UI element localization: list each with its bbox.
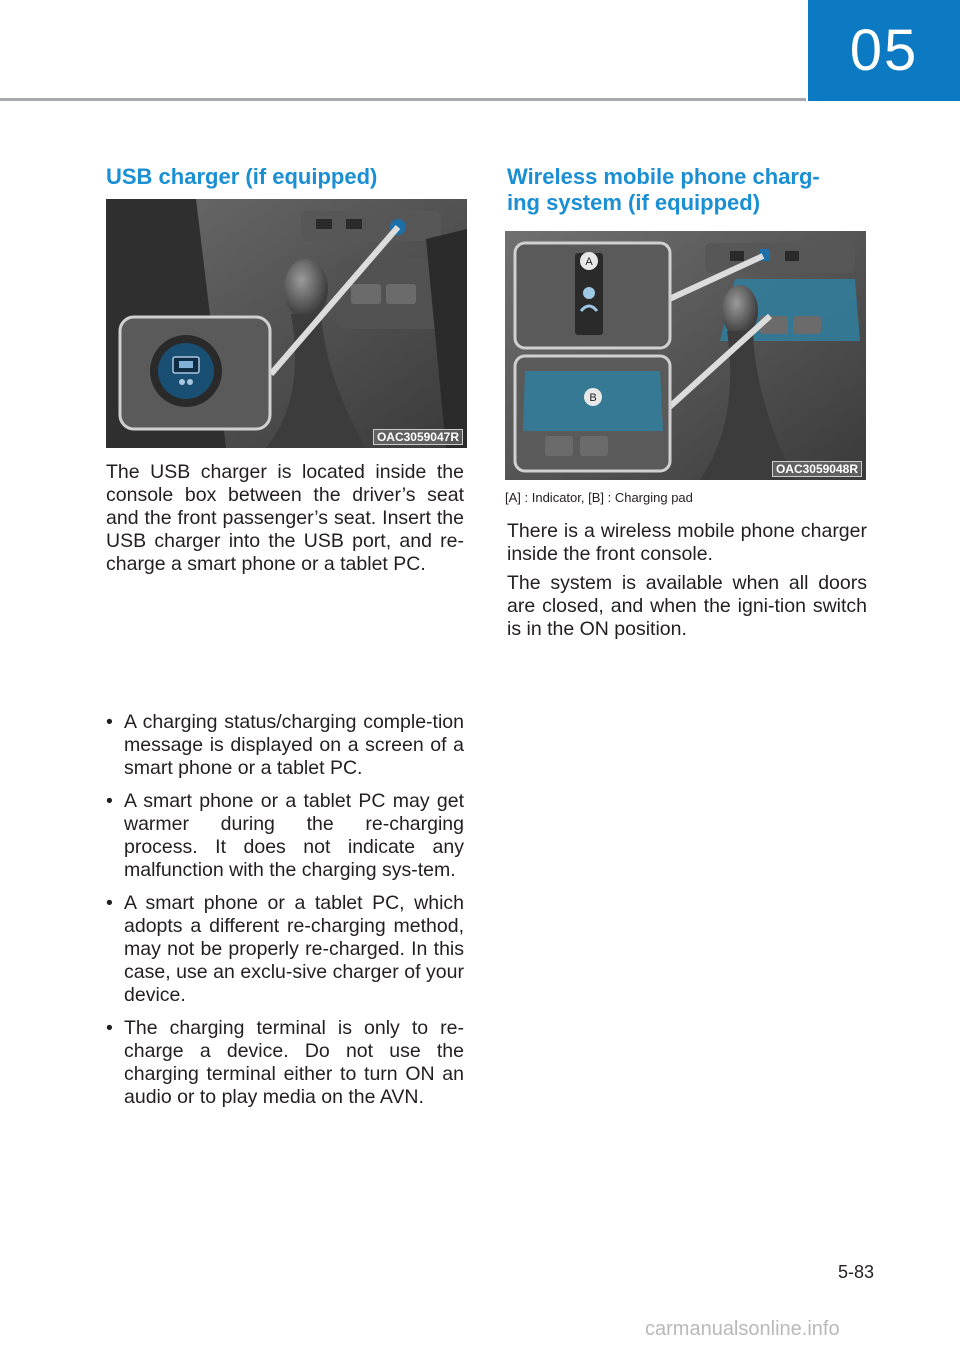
figure-code: OAC3059048R: [772, 461, 862, 477]
label-b: B: [589, 392, 597, 404]
bullet-icon: •: [106, 790, 113, 812]
usb-charger-heading: USB charger (if equipped): [106, 164, 378, 189]
bullet-icon: •: [106, 711, 113, 733]
list-item: • The charging terminal is only to re-charge a device. Do not use the charging terminal either to turn ON an audio or to play media on the AVN.: [106, 1017, 464, 1108]
bullet-icon: •: [106, 1017, 113, 1039]
wireless-charger-figure: [505, 231, 866, 480]
wireless-console-illustration: [505, 231, 866, 480]
bullet-icon: •: [106, 892, 113, 914]
list-item: • A charging status/charging comple-tion message is displayed on a screen of a smart phone or a tablet PC.: [106, 711, 464, 779]
wireless-charger-availability: The system is available when all doors are closed, and when the igni-tion switch is in the ON position.: [507, 572, 867, 640]
usb-charger-figure: [106, 199, 467, 448]
chapter-tab: 05: [808, 0, 960, 101]
list-item: • A smart phone or a tablet PC, which adopts a different re-charging method, may not be properly re-charged. In this case, use an exclu-sive charger of your device.: [106, 892, 464, 1006]
usb-charger-description: The USB charger is located inside the console box between the driver’s seat and the front passenger’s seat. Insert the USB charger into the USB port, and re-charge a smart phone or a tablet PC.: [106, 461, 464, 575]
watermark: carmanualsonline.info: [645, 1318, 840, 1340]
figure-caption: [A] : Indicator, [B] : Charging pad: [505, 490, 693, 505]
page-number: 5-83: [838, 1262, 875, 1282]
wireless-charger-description: There is a wireless mobile phone charger inside the front console.: [507, 520, 867, 565]
usb-charger-notes: [106, 711, 464, 1119]
label-a: A: [585, 256, 593, 268]
usb-console-illustration: [106, 199, 467, 448]
header-rule: [0, 98, 806, 101]
list-item: • A smart phone or a tablet PC may get warmer during the re-charging process. It does not indicate any malfunction with the charging sys-tem.: [106, 790, 464, 881]
figure-code: OAC3059047R: [373, 429, 463, 445]
wireless-charger-heading: Wireless mobile phone charg- ing system (if equipped): [507, 164, 820, 215]
